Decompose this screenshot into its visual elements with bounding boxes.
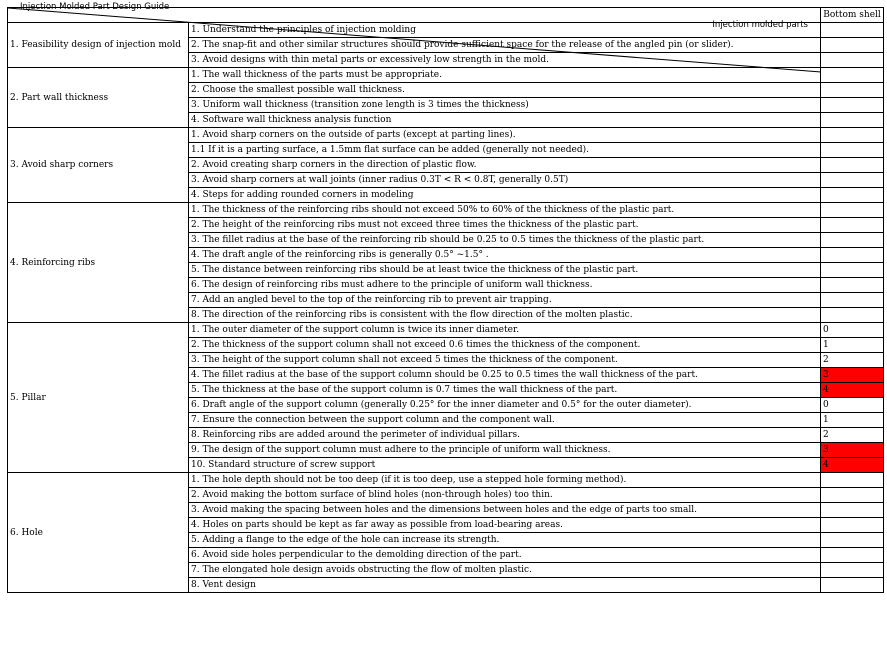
bottom-shell-value-cell[interactable]: 3 (821, 443, 884, 458)
guideline-cell[interactable]: 7. Add an angled bevel to the top of the reinforcing rib to prevent air trapping. (189, 293, 821, 308)
bottom-shell-value-cell[interactable] (821, 278, 884, 293)
guideline-cell[interactable]: 1. The hole depth should not be too deep (if it is too deep, use a stepped hole forming method). (189, 473, 821, 488)
diagonal-line (8, 8, 821, 72)
bottom-shell-value-cell[interactable] (821, 98, 884, 113)
table-row (8, 203, 884, 218)
bottom-shell-value-cell[interactable] (821, 83, 884, 98)
bottom-shell-value-cell[interactable] (821, 503, 884, 518)
guideline-cell[interactable]: 1. The thickness of the reinforcing ribs should not exceed 50% to 60% of the thickness of the plastic part. (189, 203, 821, 218)
section-title-cell[interactable]: 4. Reinforcing ribs (8, 203, 189, 323)
bottom-shell-value-cell[interactable] (821, 113, 884, 128)
guideline-cell[interactable]: 3. The height of the support column shall not exceed 5 times the thickness of the component. (189, 353, 821, 368)
bottom-shell-value-cell[interactable] (821, 248, 884, 263)
guideline-cell[interactable]: 6. Avoid side holes perpendicular to the demolding direction of the part. (189, 548, 821, 563)
guideline-cell[interactable]: 4. The draft angle of the reinforcing ribs is generally 0.5° ~1.5° . (189, 248, 821, 263)
bottom-shell-value-cell[interactable] (821, 143, 884, 158)
guideline-cell[interactable]: 8. Vent design (189, 578, 821, 593)
bottom-shell-value-cell[interactable] (821, 263, 884, 278)
bottom-shell-value-cell[interactable] (821, 53, 884, 68)
bottom-shell-value-cell[interactable] (821, 233, 884, 248)
guideline-cell[interactable]: 3. Avoid sharp corners at wall joints (inner radius 0.3T < R < 0.8T, generally 0.5T) (189, 173, 821, 188)
header-row (8, 8, 884, 23)
bottom-shell-value-cell[interactable]: 1 (821, 338, 884, 353)
bottom-shell-value-cell[interactable] (821, 578, 884, 593)
section-title-cell[interactable]: 5. Pillar (8, 323, 189, 473)
guideline-cell[interactable]: 7. Ensure the connection between the support column and the component wall. (189, 413, 821, 428)
guideline-cell[interactable]: 3. Uniform wall thickness (transition zone length is 3 times the thickness) (189, 98, 821, 113)
bottom-shell-value-cell[interactable]: 4 (821, 383, 884, 398)
bottom-shell-value-cell[interactable] (821, 563, 884, 578)
guideline-cell[interactable]: 10. Standard structure of screw support (189, 458, 821, 473)
bottom-shell-value-cell[interactable] (821, 308, 884, 323)
guide-header-label: Injection Molded Part Design Guide (20, 2, 170, 12)
bottom-shell-value-cell[interactable]: 4 (821, 458, 884, 473)
section-title-cell[interactable]: 3. Avoid sharp corners (8, 128, 189, 203)
guideline-cell[interactable]: 3. The fillet radius at the base of the reinforcing rib should be 0.25 to 0.5 times the thickness of the plastic part. (189, 233, 821, 248)
guideline-cell[interactable]: 4. Steps for adding rounded corners in modeling (189, 188, 821, 203)
parts-header-label: Injection molded parts (712, 20, 808, 30)
section-title-cell[interactable]: 6. Hole (8, 473, 189, 593)
bottom-shell-value-cell[interactable] (821, 218, 884, 233)
bottom-shell-value-cell[interactable]: 0 (821, 323, 884, 338)
section-title-cell[interactable]: 1. Feasibility design of injection mold (8, 23, 189, 68)
bottom-shell-value-cell[interactable]: 0 (821, 398, 884, 413)
bottom-shell-value-cell[interactable] (821, 488, 884, 503)
guideline-cell[interactable]: 2. The height of the reinforcing ribs must not exceed three times the thickness of the plastic part. (189, 218, 821, 233)
guideline-cell[interactable]: 1. Understand the principles of injection molding (189, 23, 821, 38)
guideline-cell[interactable]: 4. Holes on parts should be kept as far away as possible from load-bearing areas. (189, 518, 821, 533)
guideline-cell[interactable]: 5. Adding a flange to the edge of the hole can increase its strength. (189, 533, 821, 548)
bottom-shell-value-cell[interactable] (821, 188, 884, 203)
column-header-bottom-shell[interactable]: Bottom shell (821, 8, 884, 23)
guideline-cell[interactable]: 2. Avoid making the bottom surface of blind holes (non-through holes) too thin. (189, 488, 821, 503)
guideline-cell[interactable]: 2. The snap-fit and other similar structures should provide sufficient space for the release of the angled pin (or slider). (189, 38, 821, 53)
guideline-cell[interactable]: 5. The thickness at the base of the support column is 0.7 times the wall thickness of the part. (189, 383, 821, 398)
bottom-shell-value-cell[interactable]: 1 (821, 413, 884, 428)
guideline-cell[interactable]: 6. Draft angle of the support column (generally 0.25° for the inner diameter and 0.5° for the outer diameter). (189, 398, 821, 413)
bottom-shell-value-cell[interactable] (821, 158, 884, 173)
guideline-cell[interactable]: 2. The thickness of the support column shall not exceed 0.6 times the thickness of the component. (189, 338, 821, 353)
bottom-shell-value-cell[interactable]: 2 (821, 428, 884, 443)
bottom-shell-value-cell[interactable] (821, 128, 884, 143)
guideline-cell[interactable]: 1. Avoid sharp corners on the outside of parts (except at parting lines). (189, 128, 821, 143)
guideline-cell[interactable]: 1. The outer diameter of the support column is twice its inner diameter. (189, 323, 821, 338)
guideline-cell[interactable]: 2. Choose the smallest possible wall thickness. (189, 83, 821, 98)
table-row (8, 128, 884, 143)
bottom-shell-value-cell[interactable] (821, 203, 884, 218)
bottom-shell-value-cell[interactable]: 2 (821, 353, 884, 368)
bottom-shell-value-cell[interactable] (821, 23, 884, 38)
guideline-cell[interactable]: 4. Software wall thickness analysis function (189, 113, 821, 128)
bottom-shell-value-cell[interactable] (821, 473, 884, 488)
guideline-cell[interactable]: 6. The design of reinforcing ribs must adhere to the principle of uniform wall thickness. (189, 278, 821, 293)
bottom-shell-value-cell[interactable] (821, 38, 884, 53)
bottom-shell-value-cell[interactable]: 3 (821, 368, 884, 383)
bottom-shell-value-cell[interactable] (821, 533, 884, 548)
guideline-cell[interactable]: 9. The design of the support column must adhere to the principle of uniform wall thickness. (189, 443, 821, 458)
guideline-cell[interactable]: 1. The wall thickness of the parts must be appropriate. (189, 68, 821, 83)
guideline-cell[interactable]: 3. Avoid designs with thin metal parts or excessively low strength in the mold. (189, 53, 821, 68)
guideline-cell[interactable]: 3. Avoid making the spacing between holes and the dimensions between holes and the edge of parts too small. (189, 503, 821, 518)
section-title-cell[interactable]: 2. Part wall thickness (8, 68, 189, 128)
bottom-shell-value-cell[interactable] (821, 518, 884, 533)
table-row (8, 473, 884, 488)
guideline-cell[interactable]: 4. The fillet radius at the base of the support column should be 0.25 to 0.5 times the wall thickness of the part. (189, 368, 821, 383)
bottom-shell-value-cell[interactable] (821, 68, 884, 83)
design-guide-table (7, 2, 884, 593)
bottom-shell-value-cell[interactable] (821, 173, 884, 188)
guideline-cell[interactable]: 8. The direction of the reinforcing ribs is consistent with the flow direction of the molten plastic. (189, 308, 821, 323)
bottom-shell-value-cell[interactable] (821, 293, 884, 308)
bottom-shell-value-cell[interactable] (821, 548, 884, 563)
guideline-cell[interactable]: 1.1 If it is a parting surface, a 1.5mm flat surface can be added (generally not needed). (189, 143, 821, 158)
guideline-cell[interactable]: 2. Avoid creating sharp corners in the direction of plastic flow. (189, 158, 821, 173)
guideline-cell[interactable]: 8. Reinforcing ribs are added around the perimeter of individual pillars. (189, 428, 821, 443)
guideline-cell[interactable]: 7. The elongated hole design avoids obstructing the flow of molten plastic. (189, 563, 821, 578)
guideline-cell[interactable]: 5. The distance between reinforcing ribs should be at least twice the thickness of the plastic part. (189, 263, 821, 278)
table-row (8, 323, 884, 338)
